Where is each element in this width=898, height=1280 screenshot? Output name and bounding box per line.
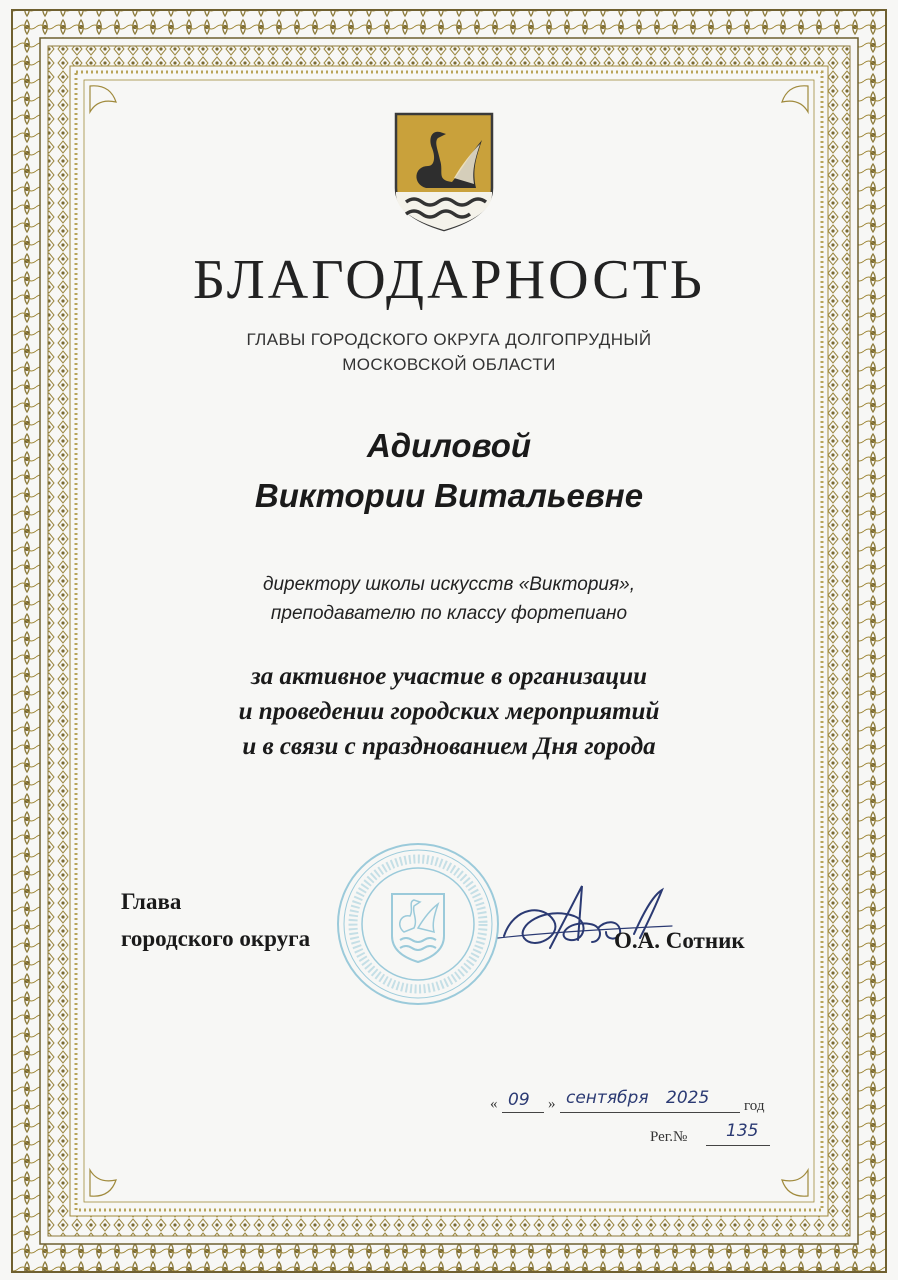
date-day: 09 bbox=[508, 1090, 530, 1110]
swan-coat-of-arms-icon bbox=[392, 110, 496, 232]
recipient-surname: Адиловой bbox=[366, 427, 532, 464]
recipient-position-line-1: директору школы искусств «Виктория», bbox=[262, 574, 635, 595]
issuer-line-1: ГЛАВЫ ГОРОДСКОГО ОКРУГА ДОЛГОПРУДНЫЙ bbox=[246, 330, 652, 349]
registration-label: Рег.№ bbox=[650, 1129, 688, 1145]
date-month-year-underline bbox=[560, 1112, 740, 1113]
recipient-given-names: Виктории Витальевне bbox=[254, 477, 644, 514]
recipient-position-line-2: преподавателю по классу фортепиано bbox=[270, 603, 628, 624]
issuer-line-2: МОСКОВСКОЙ ОБЛАСТИ bbox=[342, 355, 556, 374]
date-year-suffix: год bbox=[744, 1098, 765, 1114]
registration-underline bbox=[706, 1145, 770, 1146]
signer-role-line-1: Глава bbox=[121, 889, 182, 914]
official-round-stamp-icon bbox=[334, 840, 502, 1008]
date-month: сентября bbox=[566, 1088, 649, 1108]
reason-line-3: и в связи с празднованием Дня города bbox=[242, 733, 656, 760]
date-close-quote: » bbox=[548, 1096, 556, 1112]
date-day-underline bbox=[502, 1112, 544, 1113]
registration-value: 135 bbox=[726, 1121, 759, 1141]
reason-line-2: и проведении городских мероприятий bbox=[238, 698, 660, 725]
signer-role-line-2: городского округа bbox=[121, 926, 311, 951]
date-open-quote: « bbox=[490, 1096, 498, 1112]
certificate-title: БЛАГОДАРНОСТЬ bbox=[193, 249, 705, 311]
date-year: 2025 bbox=[666, 1088, 710, 1108]
registration-number bbox=[650, 1123, 780, 1153]
signer-name: О.А. Сотник bbox=[614, 928, 745, 953]
reason-line-1: за активное участие в организации bbox=[251, 663, 647, 690]
issue-date bbox=[490, 1090, 790, 1120]
